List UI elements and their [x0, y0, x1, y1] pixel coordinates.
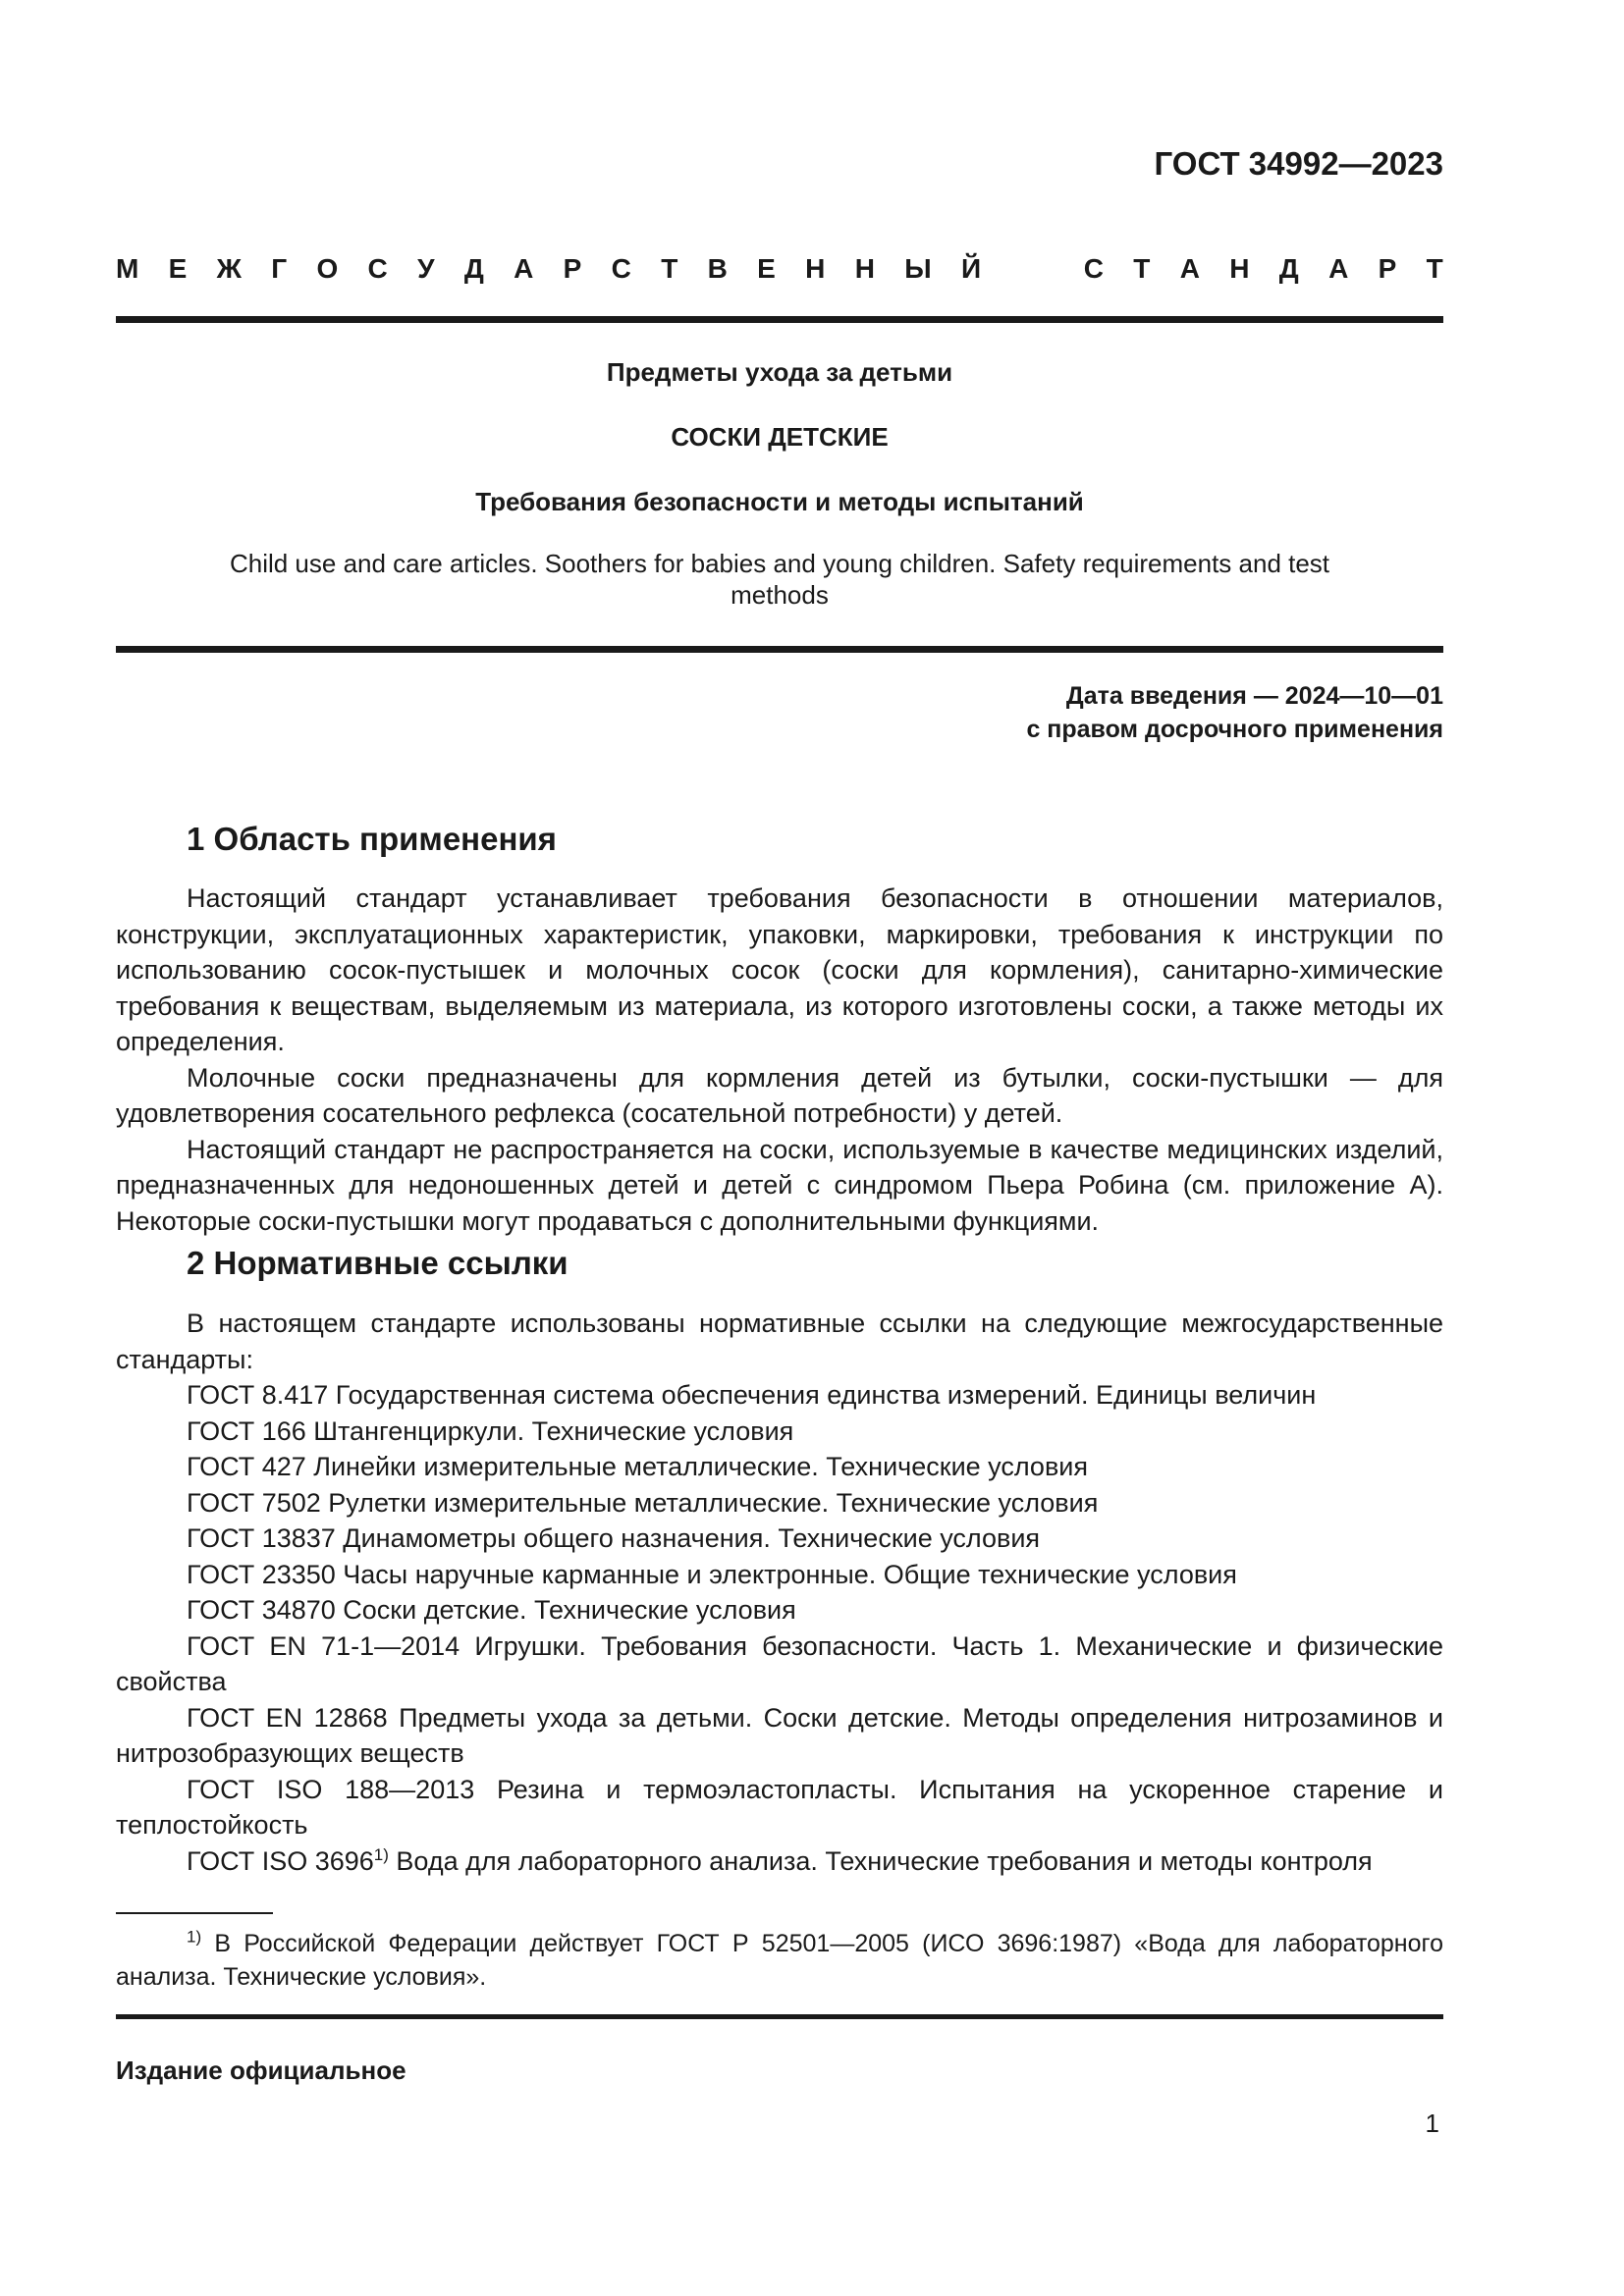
paragraph: Настоящий стандарт устанавливает требования безопасности в отношении материалов, конструкции, эксплуатационных характеристик, упаковки, маркировки, требования к инструкции по использованию сосок-пустышек и молочных сосок (соски для кормления), санитарно-химические требования к веществам, выделяемым из материала, из которого изготовлены соски, а также методы их определения. [116, 883, 1443, 1056]
banner-letter: Т [1133, 253, 1151, 284]
banner-letter: Ж [216, 253, 242, 284]
footnote-marker[interactable]: 1) [373, 1844, 389, 1864]
official-edition-label: Издание официальное [116, 2056, 406, 2085]
banner-letter: М [116, 253, 139, 284]
banner-word-gap [1010, 253, 1054, 285]
banner-letter: А [1328, 253, 1349, 284]
reference-item: ГОСТ 8.417 Государственная система обеспечения единства измерений. Единицы величин [187, 1380, 1317, 1410]
title-english-line: methods [731, 580, 829, 610]
title-english-line: Child use and care articles. Soothers for babies and young children. Safety requirements and test [229, 549, 1330, 578]
standard-code: ГОСТ 34992—2023 [1154, 145, 1443, 182]
banner-letter: О [316, 253, 339, 284]
page-number: 1 [1425, 2109, 1439, 2138]
banner-letter: Р [1378, 253, 1397, 284]
banner-letter: А [1179, 253, 1200, 284]
reference-item: ГОСТ 13837 Динамометры общего назначения. Технические условия [187, 1523, 1041, 1553]
banner-letter: Й [960, 253, 982, 284]
title-group: Предметы ухода за детьми [606, 357, 953, 387]
banner-letter: Н [1229, 253, 1250, 284]
reference-item: ГОСТ EN 71-1—2014 Игрушки. Требования безопасности. Часть 1. Механические и физические свойства [116, 1630, 1443, 1696]
banner-letter: С [1083, 253, 1104, 284]
section-1-heading: 1 Область применения [187, 821, 557, 857]
reference-item: ГОСТ 23350 Часы наручные карманные и электронные. Общие технические условия [187, 1559, 1237, 1589]
reference-item: ГОСТ 34870 Соски детские. Технические условия [187, 1595, 796, 1625]
paragraph: В настоящем стандарте использованы нормативные ссылки на следующие межгосударственные стандарты: [116, 1308, 1443, 1374]
footer-divider [116, 2014, 1443, 2019]
banner-letter: Д [463, 253, 484, 284]
intro-date-line: Дата введения — 2024—10—01 [1065, 682, 1443, 710]
reference-title: Вода для лабораторного анализа. Технические требования и методы контроля [388, 1845, 1373, 1876]
paragraph: Настоящий стандарт не распространяется на соски, используемые в качестве медицинских изделий, предназначенных для недоношенных детей и детей с синдромом Пьера Робина (см. приложение А). Некоторые соски-пустышки могут продаваться с дополнительными функциями. [116, 1134, 1443, 1236]
reference-item: ГОСТ 427 Линейки измерительные металлические. Технические условия [187, 1452, 1088, 1481]
banner-letter: В [707, 253, 728, 284]
reference-item [116, 1843, 1443, 1880]
banner-letter: Е [757, 253, 776, 284]
top-divider [116, 316, 1443, 323]
banner-letter: С [611, 253, 631, 284]
banner-letter: С [367, 253, 388, 284]
reference-code: ГОСТ ISO 3696 [187, 1845, 374, 1876]
title-english [116, 548, 1443, 611]
interstate-standard-banner [116, 253, 1443, 285]
footnote-separator [116, 1912, 273, 1914]
banner-letter: Т [1426, 253, 1443, 284]
banner-letter: Е [168, 253, 188, 284]
banner-letter: Д [1278, 253, 1299, 284]
reference-item: ГОСТ 7502 Рулетки измерительные металлические. Технические условия [187, 1487, 1099, 1518]
banner-letter: Р [563, 253, 582, 284]
banner-letter: Н [805, 253, 826, 284]
intro-date-early: с правом досрочного применения [1026, 716, 1443, 743]
banner-letter: Ы [904, 253, 932, 284]
title-sub: Требования безопасности и методы испытаний [475, 487, 1084, 516]
title-divider [116, 646, 1443, 653]
paragraph: Молочные соски предназначены для кормления детей из бутылки, соски-пустышки — для удовлетворения сосательного рефлекса (сосательной потребности) у детей. [116, 1062, 1443, 1128]
banner-letter: Н [854, 253, 875, 284]
reference-item: ГОСТ EN 12868 Предметы ухода за детьми. Соски детские. Методы определения нитрозаминов и нитрозобразующих веществ [116, 1702, 1443, 1768]
section-2-heading: 2 Нормативные ссылки [187, 1245, 568, 1281]
footnote [116, 1927, 1443, 1994]
reference-item: ГОСТ 166 Штангенциркули. Технические условия [187, 1415, 794, 1446]
footnote-text: В Российской Федерации действует ГОСТ Р 52501—2005 (ИСО 3696:1987) «Вода для лабораторного анализа. Технические условия». [116, 1930, 1443, 1991]
section-1-body [116, 881, 1443, 1239]
section-2-body [116, 1306, 1443, 1879]
reference-item: ГОСТ ISO 188—2013 Резина и термоэластопласты. Испытания на ускоренное старение и теплостойкость [116, 1774, 1443, 1840]
banner-letter: Т [661, 253, 678, 284]
banner-letter: Г [271, 253, 288, 284]
footnote-number: 1) [187, 1927, 202, 1947]
banner-letter: А [514, 253, 534, 284]
title-main: СОСКИ ДЕТСКИЕ [671, 422, 889, 452]
introduction-date [1026, 679, 1443, 746]
banner-letter: У [417, 253, 435, 284]
